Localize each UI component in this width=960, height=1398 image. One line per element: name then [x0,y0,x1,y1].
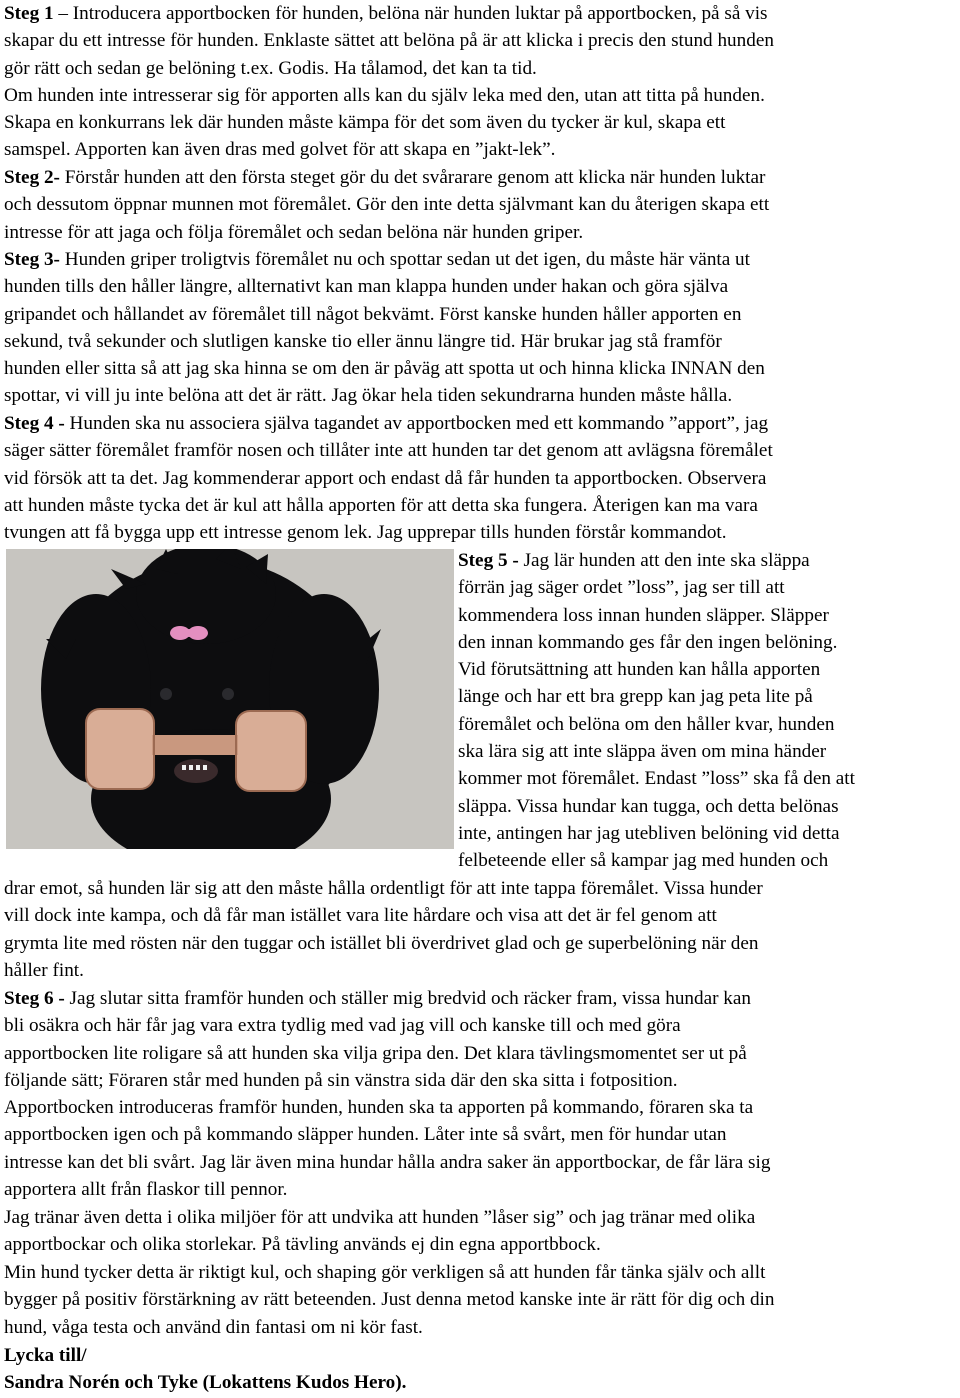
text-line: tvungen att få bygga upp ett intresse genom lek. Jag upprepar tills hunden förstår kommandot. [4,522,727,544]
text-line: Skapa en konkurrans lek där hunden måste kämpa för det som även du tycker är kul, skapa ett [4,112,726,134]
text-line: förrän jag säger ordet ”loss”, jag ser till att [458,577,785,599]
text-line: ska lära sig att inte släppa även om mina händer [458,741,827,763]
text-line: intresse för att jaga och följa föremålet och sedan belöna när hunden griper. [4,221,584,243]
text-line: Jag tränar även detta i olika miljöer för att undvika att hunden ”låser sig” och jag tränar med olika [4,1207,756,1228]
text-line: felbeteende eller så kampar jag med hunden och [458,850,829,872]
text-line: den innan kommando ges får den ingen belöning. [458,631,838,653]
text-line: Om hunden inte intresserar sig för apporten alls kan du själv leka med den, utan att titta på hunden. [4,84,765,106]
step-2-label: Steg 2- [4,167,60,188]
text-line: Steg 5 - Jag lär hunden att den inte ska släppa [458,550,810,571]
step-4-paragraph [4,410,956,546]
step-6-paragraph [4,985,956,1203]
text-line: apportera allt från flaskor till pennor. [4,1179,288,1201]
text-line: att hunden måste tycka det är kul att hålla apporten för att detta ska fungera. Återigen kan ma vara [4,494,758,516]
text-line: säger sätter föremålet framför nosen och tillåter inte att hunden tar det genom att avlägsna föremålet [4,440,773,462]
text-line: vid försök att ta det. Jag kommenderar apport och endast då får hunden ta apportbocken. Observera [4,467,767,489]
text-line: apportbocken igen och på kommando släpper hunden. Låter inte så svårt, men för hundar utan [4,1124,727,1146]
dog-with-dumbbell-image [6,549,454,849]
text-line: släppa. Vissa hundar kan tugga, och detta belönas [458,795,839,817]
text-line: sekund, två sekunder och slutligen kanske tio eller ännu längre tid. Här brukar jag stå framför [4,330,722,352]
text-line: apportbockar och olika storlekar. På tävling används ej din egna apportbbock. [4,1234,601,1256]
text-line: grymta lite med rösten när den tuggar och istället bli överdrivet glad och ge superbelöning när den [4,932,759,954]
dumbbell-left-block [86,709,154,789]
text-line: kommer mot föremålet. Endast ”loss” ska få den att [458,768,855,790]
text-line: håller fint. [4,959,84,981]
text-line: gripandet och hållandet av föremålet till något bekvämt. Först kanske hunden håller apporten en [4,303,742,325]
text-line: föremålet och belöna om den håller kvar, hunden [458,713,835,735]
text-line: samspel. Apporten kan även dras med golvet för att skapa en ”jakt-lek”. [4,139,556,161]
step-4-label: Steg 4 - [4,413,65,434]
text-line: följande sätt; Föraren står med hunden på sin vänstra sida där den ska sitta i fotposition. [4,1069,678,1091]
text-line: Steg 1 – Introducera apportbocken för hunden, belöna när hunden luktar på apportbocken, på så vis [4,3,768,24]
step-2-paragraph [4,164,956,246]
text-line: bli osäkra och här får jag vara extra tydlig med vad jag vill och kanske till och med göra [4,1015,681,1037]
text-line: Steg 2- Förstår hunden att den första steget gör du det svårarare genom att klicka när hunden luktar [4,167,766,188]
greeting: Lycka till/ [4,1345,87,1366]
text-line: och dessutom öppnar munnen mot föremålet. Gör den inte detta självmant kan du återigen skapa ett [4,194,770,216]
step-5-side-paragraph [458,547,956,875]
step-6-label: Steg 6 - [4,988,65,1009]
step-5-label: Steg 5 - [458,550,519,571]
text-line: spottar, vi vill ju inte belöna att det är rätt. Jag ökar hela tiden sekundrarna hunden måste hålla. [4,385,733,407]
text-line: hunden tills den håller längre, allternativt kan man klappa hunden under hakan och göra själva [4,276,729,298]
text-line: apportbocken lite roligare så att hunden ska vilja gripa den. Det klara tävlingsmomentet ser ut på [4,1042,747,1064]
text-line: Vid förutsättning att hunden kan hålla apporten [458,659,821,681]
text-line: inte, antingen har jag utebliven belöning vid detta [458,822,840,844]
text-line: Steg 6 - Jag slutar sitta framför hunden och ställer mig bredvid och räcker fram, vissa hundar kan [4,988,752,1009]
sign-off [4,1342,956,1397]
dumbbell-right-block [236,711,306,791]
dumbbell-bar [152,735,238,755]
step-1-label: Steg 1 [4,3,54,24]
text-line: hunden eller sitta så att jag ska hinna se om den är påväg att spotta ut och hinna klicka INNAN den [4,358,765,380]
text-line: länge och har ett bra grepp kan jag peta lite på [458,686,813,708]
text-line: Steg 3- Hunden griper troligtvis föremålet nu och spottar sedan ut det igen, du måste här vänta ut [4,249,750,270]
author-signature: Sandra Norén och Tyke (Lokattens Kudos Hero). [4,1372,407,1394]
text-line: bygger på positiv förstärkning av rätt beteenden. Just denna metod kanske inte är rätt för dig och din [4,1289,775,1311]
closing-paragraph-environments [4,1204,956,1259]
text-line: Apportbocken introduceras framför hunden, hunden ska ta apporten på kommando, föraren ska ta [4,1097,754,1119]
text-line: skapar du ett intresse för hunden. Enklaste sättet att belöna på är att klicka i precis den stund hunden [4,30,774,52]
step-1-paragraph [4,0,956,164]
closing-paragraph-shaping [4,1259,956,1341]
dog-photo [6,549,454,849]
text-line: kommendera loss innan hunden släpper. Släpper [458,604,829,626]
text-line: drar emot, så hunden lär sig att den måste hålla ordentligt för att inte tappa föremålet. Vissa hunder [4,878,763,899]
text-line: gör rätt och sedan ge belöning t.ex. Godis. Ha tålamod, det kan ta tid. [4,57,537,79]
step-3-label: Steg 3- [4,249,60,270]
step-3-paragraph [4,246,956,410]
text-line: hund, våga testa och använd din fantasi om ni kör fast. [4,1316,423,1338]
text-line: Steg 4 - Hunden ska nu associera själva tagandet av apportbocken med ett kommando ”apport”, jag [4,413,769,434]
step-5-continued-paragraph [4,875,956,984]
text-line: Min hund tycker detta är riktigt kul, och shaping gör verkligen så att hunden får tänka själv och allt [4,1262,766,1283]
dog-mouth [174,759,218,783]
text-line: vill dock inte kampa, och då får man istället vara lite hårdare och visa att det är fel genom att [4,905,717,927]
text-line: intresse kan det bli svårt. Jag lär även mina hundar hålla andra saker än apportbockar, de får lära sig [4,1151,771,1173]
